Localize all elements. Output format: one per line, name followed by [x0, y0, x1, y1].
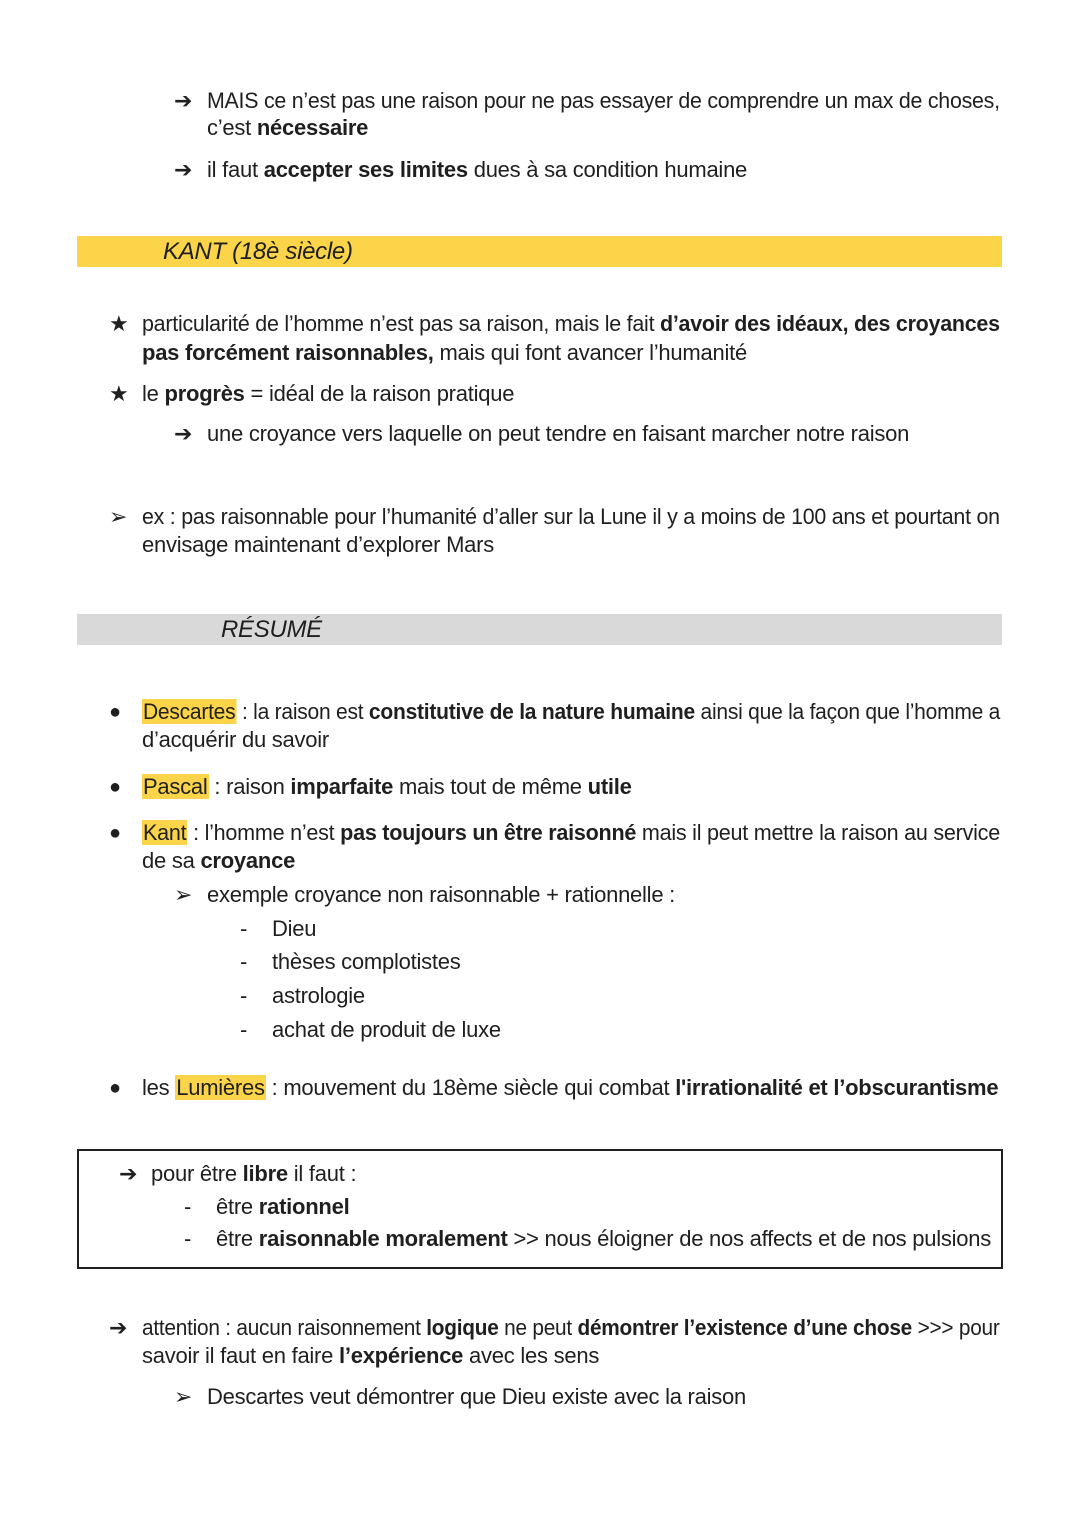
bold-text: d’avoir des idéaux, des croyances [660, 311, 1000, 336]
resume-section-title: RÉSUMÉ [221, 616, 322, 643]
chevron-icon: ➢ [109, 504, 128, 529]
dash-icon: - [184, 1226, 192, 1251]
text: : mouvement du 18ème siècle qui combat [265, 1075, 676, 1100]
bullet-icon: ● [109, 822, 122, 844]
attention-line-1 [142, 1314, 1000, 1342]
resume-descartes [142, 698, 1000, 726]
text: >>> pour [912, 1315, 1000, 1340]
bold-text: imparfaite [290, 774, 394, 799]
text: particularité de l’homme n’est pas sa raison, mais le fait [142, 311, 661, 336]
text: envisage maintenant d’explorer Mars [142, 532, 494, 557]
text: ex : pas raisonnable pour l’humanité d’aller sur la Lune il y a moins de 100 ans et pourtant on [142, 504, 1000, 529]
kant-star-1b [142, 339, 747, 367]
text: il faut : [287, 1161, 357, 1186]
bold-text: progrès [164, 381, 245, 406]
highlight-name: Lumières [176, 1075, 265, 1100]
kant-arrow [207, 420, 909, 448]
text: c’est [207, 115, 257, 140]
bold-text: croyance [200, 848, 296, 873]
text: mais qui font avancer l’humanité [433, 340, 747, 365]
bullet-icon: ● [109, 701, 122, 723]
list-item [272, 1016, 501, 1044]
highlight-name: Pascal [143, 774, 208, 799]
bold-text: accepter ses limites [263, 157, 468, 182]
arrow-icon: ➔ [174, 421, 193, 446]
resume-kant-2 [142, 847, 295, 875]
resume-descartes-2 [142, 726, 329, 754]
dash-icon: - [240, 1017, 248, 1042]
bullet-icon: ● [109, 1077, 122, 1099]
text: de sa [142, 848, 201, 873]
bold-text: rationnel [258, 1194, 350, 1219]
text: pour être [151, 1161, 243, 1186]
resume-section-header [77, 614, 1002, 645]
box-heading [151, 1160, 356, 1188]
resume-sub-label [207, 881, 675, 909]
text: mais tout de même [393, 774, 588, 799]
text: >> nous éloigner de nos affects et de nos pulsions [507, 1226, 992, 1251]
arrow-icon: ➔ [109, 1315, 128, 1340]
kant-example-line-1 [142, 503, 1000, 531]
kant-star-1 [142, 310, 1000, 338]
text: Dieu [272, 916, 317, 941]
kant-example-line-2 [142, 531, 494, 559]
resume-pascal [142, 773, 632, 801]
chevron-icon: ➢ [174, 1384, 193, 1409]
resume-lumieres [142, 1074, 998, 1102]
bold-text: raisonnable moralement [258, 1226, 508, 1251]
dash-icon: - [240, 983, 248, 1008]
text: thèses complotistes [272, 949, 461, 974]
resume-kant [142, 819, 1000, 847]
chevron-icon: ➢ [174, 882, 193, 907]
note-arrow-line-1 [207, 87, 1000, 115]
text: ainsi que la façon que l’homme a [694, 699, 1001, 724]
note-arrow-line-1b [207, 114, 368, 142]
arrow-icon: ➔ [174, 88, 193, 113]
bold-text: logique [426, 1315, 499, 1340]
box-item-2 [216, 1225, 991, 1253]
attention-line-2 [142, 1342, 599, 1370]
text: Descartes veut démontrer que Dieu existe avec la raison [207, 1384, 746, 1409]
attention-sub [207, 1383, 746, 1411]
kant-section-title: KANT (18è siècle) [163, 238, 353, 265]
text: attention : aucun raisonnement [142, 1315, 427, 1340]
bold-text: libre [242, 1161, 288, 1186]
arrow-icon: ➔ [174, 157, 193, 182]
dash-icon: - [184, 1194, 192, 1219]
text: exemple croyance non raisonnable + rationnelle : [207, 882, 676, 907]
bold-text: utile [587, 774, 632, 799]
bullet-icon: ● [109, 776, 122, 798]
text: il faut [207, 157, 264, 182]
text: ne peut [498, 1315, 578, 1340]
text: achat de produit de luxe [272, 1017, 501, 1042]
bold-text: l'irrationalité et l’obscurantisme [675, 1075, 999, 1100]
text: savoir il faut en faire [142, 1343, 339, 1368]
list-item [272, 915, 316, 943]
dash-icon: - [240, 916, 248, 941]
highlight-name: Kant [142, 820, 187, 845]
arrow-icon: ➔ [119, 1161, 138, 1186]
box-item-1 [216, 1193, 349, 1221]
text: astrologie [272, 983, 365, 1008]
dash-icon: - [240, 949, 248, 974]
text: dues à sa condition humaine [467, 157, 748, 182]
list-item [272, 948, 460, 976]
text: MAIS ce n’est pas une raison pour ne pas essayer de comprendre un max de choses, [207, 88, 1000, 113]
star-icon: ★ [109, 311, 129, 336]
text: le [142, 381, 165, 406]
text: mais il peut mettre la raison au service [636, 820, 1000, 845]
bold-text: l’expérience [338, 1343, 464, 1368]
bold-text: pas toujours un être raisonné [340, 820, 637, 845]
text: être [216, 1226, 259, 1251]
highlight-name: Descartes [142, 699, 236, 724]
bold-text: démontrer l’existence d’une chose [577, 1315, 913, 1340]
text: : l’homme n’est [187, 820, 341, 845]
bold-text: constitutive de la nature humaine [368, 699, 695, 724]
text: : la raison est [236, 699, 369, 724]
text: : raison [208, 774, 291, 799]
text: = idéal de la raison pratique [244, 381, 515, 406]
star-icon: ★ [109, 381, 129, 406]
bold-text: nécessaire [256, 115, 369, 140]
note-arrow-line-2 [207, 156, 747, 184]
text: les [142, 1075, 176, 1100]
text: d’acquérir du savoir [142, 727, 329, 752]
bold-text: pas forcément raisonnables, [142, 340, 434, 365]
kant-star-2 [142, 380, 514, 408]
text: une croyance vers laquelle on peut tendre en faisant marcher notre raison [207, 421, 910, 446]
text: avec les sens [463, 1343, 600, 1368]
text: être [216, 1194, 259, 1219]
list-item [272, 982, 365, 1010]
